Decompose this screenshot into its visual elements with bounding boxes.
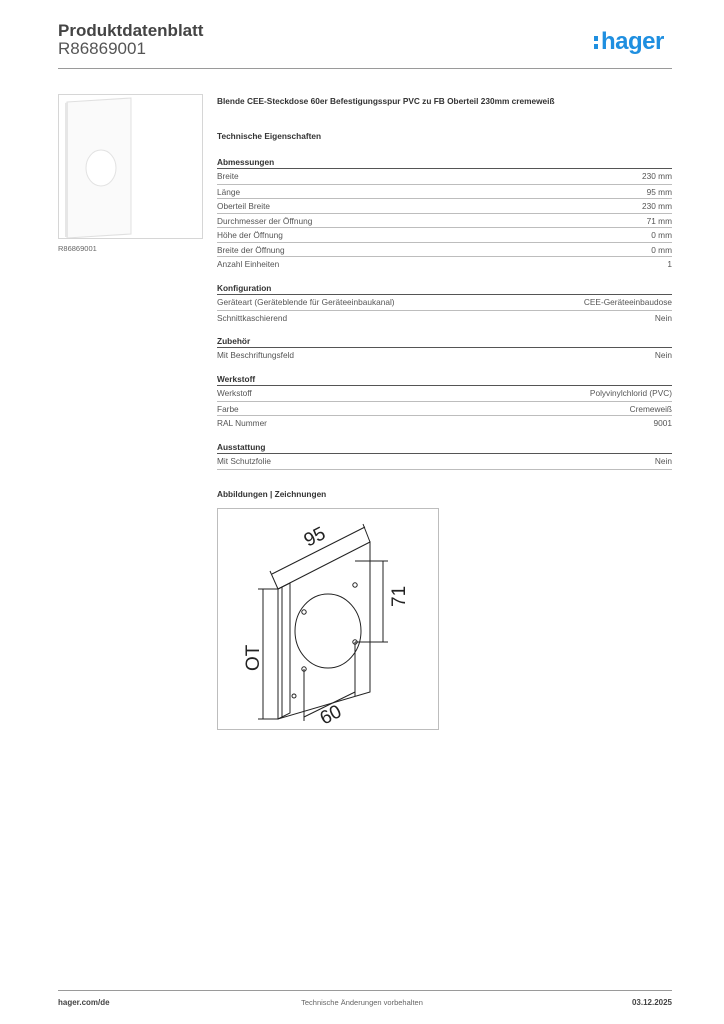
- table-row: Durchmesser der Öffnung 71 mm: [217, 213, 672, 228]
- product-title: Blende CEE-Steckdose 60er Befestigungsspur PVC zu FB Oberteil 230mm cremeweiß: [217, 96, 555, 106]
- cover-plate-image: [59, 95, 202, 238]
- table-row: Schnittkaschierend Nein: [217, 310, 672, 325]
- table-row: Farbe Cremeweiß: [217, 401, 672, 416]
- header-divider: [58, 68, 672, 69]
- footer-website: hager.com/de: [58, 998, 110, 1007]
- dimension-drawing: [218, 509, 438, 729]
- logo-bars-icon: [594, 36, 598, 49]
- table-row: Breite 230 mm: [217, 171, 672, 181]
- table-row: Länge 95 mm: [217, 184, 672, 199]
- footer-disclaimer: Technische Änderungen vorbehalten: [301, 998, 423, 1007]
- product-number: R86869001: [58, 39, 146, 58]
- table-row: RAL Nummer 9001: [217, 415, 672, 430]
- hager-logo: [594, 28, 664, 56]
- dim-label-top: 95: [300, 523, 330, 552]
- group-title-zubehoer: Zubehör: [217, 336, 251, 346]
- table-row: Oberteil Breite 230 mm: [217, 198, 672, 213]
- table-row: Höhe der Öffnung 0 mm: [217, 227, 672, 242]
- dim-label-left: OT: [243, 644, 264, 671]
- group-title-abmessungen: Abmessungen: [217, 157, 275, 167]
- group-title-werkstoff: Werkstoff: [217, 374, 256, 384]
- table-end-line: [217, 469, 672, 470]
- logo-text: hager: [601, 28, 664, 55]
- table-row: Werkstoff Polyvinylchlorid (PVC): [217, 388, 672, 398]
- group-title-ausstattung: Ausstattung: [217, 442, 266, 452]
- dim-label-right: 71: [389, 585, 410, 607]
- table-row: Anzahl Einheiten 1: [217, 256, 672, 271]
- table-row: Geräteart (Geräteblende für Geräteeinbaukanal) CEE-Geräteeinbaudose: [217, 297, 672, 307]
- tech-properties-heading: Technische Eigenschaften: [217, 131, 322, 141]
- footer-divider: [58, 990, 672, 991]
- plate-outline: [278, 542, 370, 719]
- thumbnail-caption: R86869001: [58, 244, 97, 253]
- table-row: Breite der Öffnung 0 mm: [217, 242, 672, 257]
- table-row: Mit Schutzfolie Nein: [217, 456, 672, 466]
- footer-date: 03.12.2025: [631, 998, 672, 1007]
- product-thumbnail: [58, 94, 203, 239]
- figures-heading: Abbildungen | Zeichnungen: [217, 489, 327, 499]
- plate-rail: [278, 583, 290, 719]
- dim-label-bottom: 60: [316, 701, 346, 729]
- technical-drawing: [217, 508, 439, 730]
- round-opening: [295, 594, 361, 668]
- page-title: Produktdatenblatt: [58, 21, 204, 40]
- table-row: Mit Beschriftungsfeld Nein: [217, 350, 672, 360]
- group-title-konfiguration: Konfiguration: [217, 283, 272, 293]
